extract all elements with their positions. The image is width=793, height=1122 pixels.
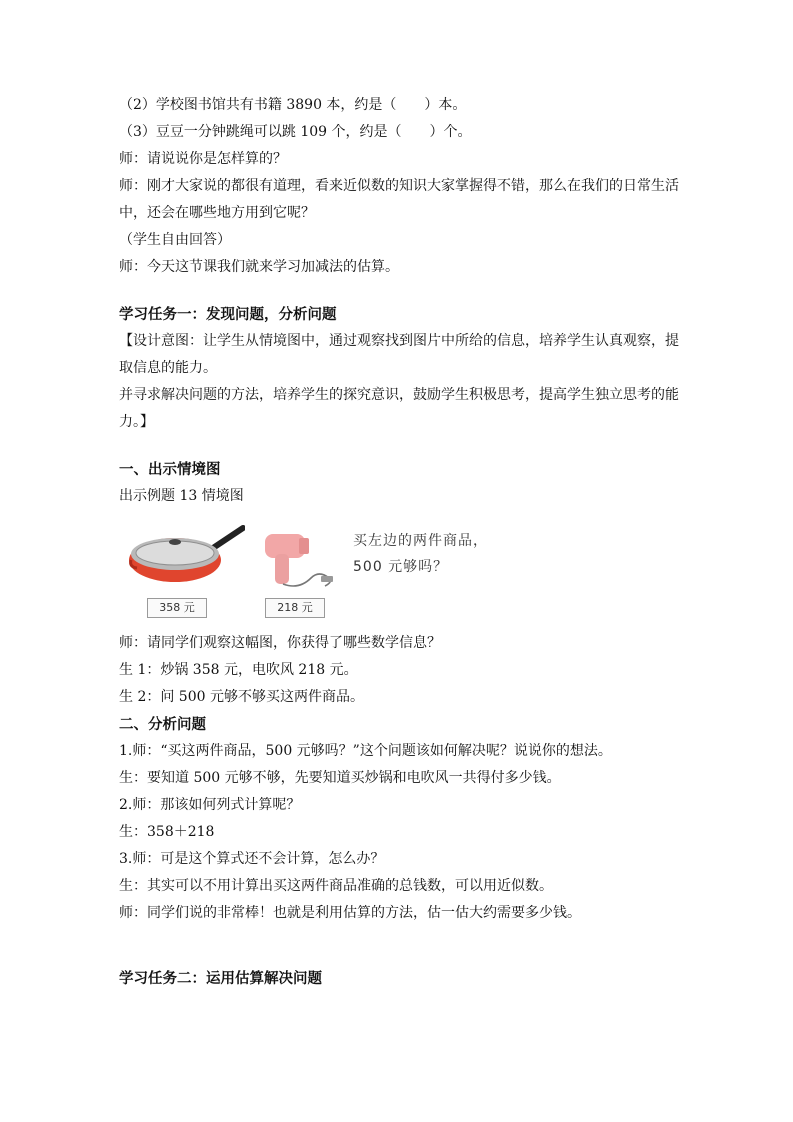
question-3: （3）豆豆一分钟跳绳可以跳 109 个，约是（ ）个。: [119, 124, 472, 140]
student-line: 生：358＋218: [119, 824, 215, 840]
section2-heading: 二、分析问题: [119, 716, 206, 733]
teacher-line: 师：请说说你是怎样算的？: [119, 151, 287, 167]
teacher-line: 师：请同学们观察这幅图，你获得了哪些数学信息？: [119, 635, 441, 651]
student-line: （学生自由回答）: [119, 232, 231, 248]
design-intent-cont: 取信息的能力。: [119, 360, 217, 376]
speech-text: [353, 528, 488, 580]
teacher-line: 3.师：可是这个算式还不会计算，怎么办？: [119, 851, 385, 867]
student-line: 生：其实可以不用计算出买这两件商品准确的总钱数，可以用近似数。: [119, 878, 553, 894]
student-line: 生 2：问 500 元够不够买这两件商品。: [119, 689, 364, 705]
figure-caption: 出示例题 13 情境图: [119, 488, 244, 504]
teacher-line-cont: 中，还会在哪些地方用到它呢？: [119, 205, 315, 221]
student-line: 生：要知道 500 元够不够，先要知道买炒锅和电吹风一共得付多少钱。: [119, 770, 561, 786]
frying-pan-icon: [127, 520, 245, 590]
teacher-line: 师：刚才大家说的都很有道理，看来近似数的知识大家掌握得不错，那么在我们的日常生活: [119, 178, 679, 194]
question-2: （2）学校图书馆共有书籍 3890 本，约是（ ）本。: [119, 97, 467, 113]
design-intent-cont: 力。】: [119, 414, 154, 430]
teacher-line: 师：同学们说的非常棒！也就是利用估算的方法，估一估大约需要多少钱。: [119, 905, 581, 921]
speech-line-2: 500 元够吗？: [353, 559, 449, 575]
teacher-line: 1.师：“买这两件商品，500 元够吗？”这个问题该如何解决呢？说说你的想法。: [119, 743, 612, 759]
design-intent: 并寻求解决问题的方法，培养学生的探究意识，鼓励学生积极思考，提高学生独立思考的能: [119, 387, 679, 403]
document-page: [119, 92, 679, 992]
dryer-price-tag: 218 元: [265, 598, 325, 618]
speech-line-1: 买左边的两件商品，: [353, 533, 488, 549]
section1-heading: 一、出示情境图: [119, 461, 221, 478]
hair-dryer-icon: [259, 520, 339, 592]
task2-heading: 学习任务二：运用估算解决问题: [119, 970, 322, 987]
design-intent: 【设计意图：让学生从情境图中，通过观察找到图片中所给的信息，培养学生认真观察，提: [119, 333, 679, 349]
teacher-line: 2.师：那该如何列式计算呢？: [119, 797, 301, 813]
student-line: 生 1：炒锅 358 元，电吹风 218 元。: [119, 662, 358, 678]
teacher-line: 师：今天这节课我们就来学习加减法的估算。: [119, 259, 399, 275]
scenario-figure: [119, 516, 679, 626]
task1-heading: 学习任务一：发现问题，分析问题: [119, 306, 337, 323]
pan-price-tag: 358 元: [147, 598, 207, 618]
